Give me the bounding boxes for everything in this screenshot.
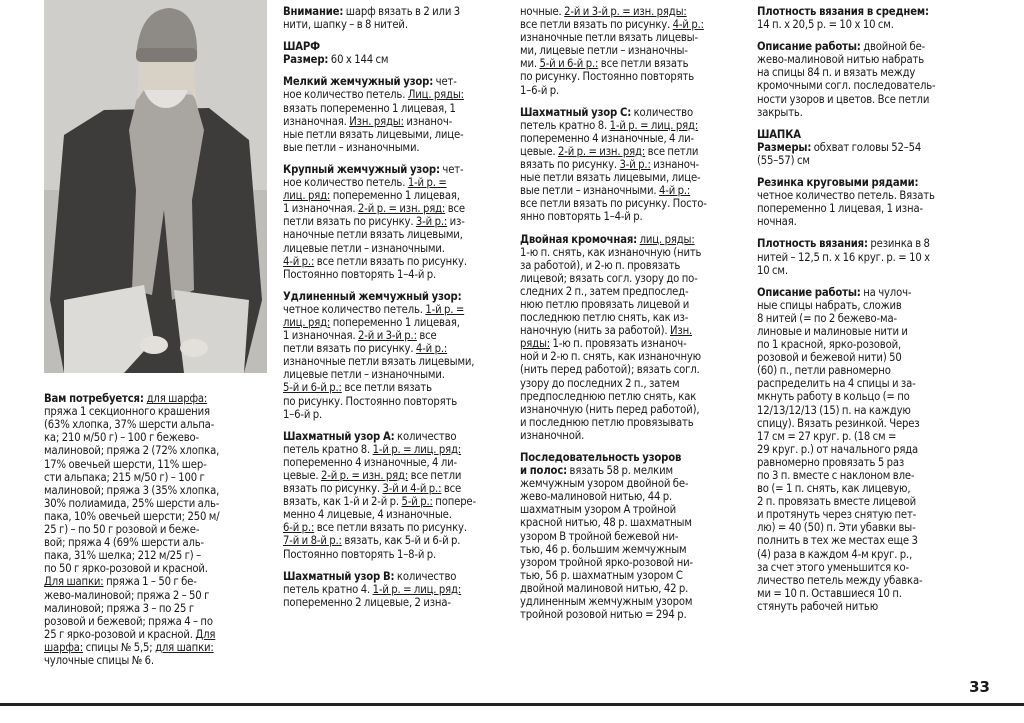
section-heading: Внимание: xyxy=(283,5,344,18)
row-label: 2-й р. = изн. ряд: xyxy=(358,202,446,216)
instruction-text: чулочные спицы № 6. xyxy=(44,653,154,667)
instruction-text: обхват головы 52–54 (55–57) см xyxy=(757,140,922,167)
row-label: Изн. ряды: xyxy=(349,114,404,128)
row-label: для шарфа: xyxy=(146,392,208,406)
instruction-text: изнаночные петли вязать лицевыми, лицевые петли – изнаночными. xyxy=(283,355,475,382)
section-heading: Последовательность узоров и полос: xyxy=(520,451,682,478)
section-heading: Плотность вязания в среднем: xyxy=(757,5,929,18)
row-label: 2-й р. = изн. ряд: xyxy=(320,469,409,482)
section-heading: ШАРФ Размер: xyxy=(283,40,329,67)
instruction-block xyxy=(757,237,981,276)
section-heading: Шахматный узор С: xyxy=(520,105,632,119)
scarf-patterns-column-2 xyxy=(520,5,742,630)
instruction-text: все вязать, как 1-й и 2-й р. xyxy=(283,482,462,509)
instruction-text: количество петель кратно 8. xyxy=(520,105,693,132)
instruction-text: изнаночные петли вязать лицевы- ми, лицевые петли – изнаночны- ми. xyxy=(520,31,698,71)
materials-column xyxy=(44,379,269,689)
instruction-block xyxy=(757,40,981,119)
instruction-text: все петли вязать по рисунку. xyxy=(316,521,467,535)
instruction-text: пряжа 1 – 50 г бе- жево-малиновой; пряжа 2 – 50 г малиновой; пряжа 3 – по 25 г розовой и бежевой; пряжа 4 – по 25 г ярко-розовой и красной. xyxy=(44,575,213,641)
instruction-block xyxy=(757,128,981,167)
instruction-block xyxy=(757,176,981,228)
instruction-text: 14 п. х 20,5 р. = 10 х 10 см. xyxy=(757,18,894,32)
row-label: 1-й р. = лиц. ряд: xyxy=(372,442,462,456)
instruction-text: вязать 58 р. мелким жемчужным узором двойной бе- жево-малиновой нитью, 44 р. шахматным узором А тройной красной нитью, 48 р. шахматным узором В тройной бежевой ни- тью, 46 р. большим жемчужным узором тройной ярко-розовой ни- тью, 56 р. шахматным узором С двойной малиновой нитью, 42 р. удлиненным жемчужным узором тройной розовой нитью = 294 р. xyxy=(520,464,694,622)
row-label: 5-й р.: xyxy=(401,495,433,509)
instruction-text: все петли вязать по рисунку. xyxy=(520,18,671,32)
instruction-text: на чулоч- ные спицы набрать, сложив 8 нитей (= по 2 бежево-ма- линовые и малиновые нити и по 1 красной, ярко-розовой, розовой и бежевой нити) 50 (60) п., петли равномерно распределить на 4 спицы и за- мкнуть работу в кольцо (= по 12/13/12/13 (15) п. на каждую спицу). Вязать резинкой. Через 17 см = 27 круг. р. (18 см = 29 круг. р.) от начального ряда равномерно провязать 5 раз по 3 п. вместе с наклоном вле- во (= 1 п. снять, как лицевую, 2 п. провязать вместе лицевой и протянуть через снятую пет- лю) = 40 (50) п. Эти убавки вы- полнить в тех же местах еще 3 (4) раза в каждом 4-м круг. р., за счет этого уменьшится ко- личество петель между убавка- ми = 10 п. Оставшиеся 10 п. стянуть рабочей нитью xyxy=(757,285,923,613)
page-number: 33 xyxy=(969,678,990,696)
hat-instructions-column xyxy=(757,5,981,613)
instruction-text: пряжа 1 секционного крашения (63% хлопка, 37% шерсти альпа- ка; 210 м/50 г) – 100 г бежево- малиновой; пряжа 2 (72% хлопка, 17% овечьей шерсти, 11% шер- сти альпака; 215 м/50 г) – 100 г малиновой; пряжа 3 (35% хлопка, 30% полиамида, 25% шерсти аль- пака, 10% овечьей шерсти; 250 м/ 25 г) – по 50 г розовой и беже- вой; пряжа 4 (69% шерсти аль- пака, 31% шелка; 212 м/25 г) – по 50 г ярко-розовой и красной. xyxy=(44,405,220,576)
instruction-text: чет- ное количество петель. xyxy=(283,162,464,190)
instruction-text: все петли вязать по рисунку. xyxy=(283,469,462,496)
row-label: Для шарфа: xyxy=(44,627,216,654)
instruction-text: спицы № 5,5; xyxy=(83,640,156,654)
row-label: 4-й р.: xyxy=(415,342,448,356)
instruction-text: чет- ное количество петель. xyxy=(283,75,457,102)
section-heading: Удлиненный жемчужный узор: xyxy=(283,289,462,303)
instruction-block xyxy=(283,40,502,66)
section-heading: Описание работы: xyxy=(757,285,861,299)
bottom-rule xyxy=(0,703,1024,706)
instruction-block xyxy=(520,451,742,621)
scarf-patterns-column xyxy=(283,5,502,618)
section-heading: ШАПКА Размеры: xyxy=(757,127,812,154)
section-heading: Резинка круговыми рядами: xyxy=(757,176,919,190)
section-heading: Плотность вязания: xyxy=(757,237,868,251)
instruction-text: попеременно 4 изнаночные, 4 ли- цевые. xyxy=(283,455,458,482)
section-heading: Крупный жемчужный узор: xyxy=(283,162,440,176)
instruction-text: двойной бе- жево-малиновой нитью набрать на спицы 84 п. и вязать между кромочными согл. последователь- ности узоров и цветов. Все петли закрыть. xyxy=(757,40,936,119)
instruction-block xyxy=(283,570,502,609)
row-label: 2-й р. = изн. ряд: xyxy=(557,144,646,158)
instruction-block xyxy=(283,290,502,421)
instruction-text: шарф вязать в 2 или 3 нити, шапку – в 8 нитей. xyxy=(283,5,461,32)
instruction-text: попеременно 1 лицевая, 1 изнаночная. xyxy=(283,315,460,343)
instruction-text: изнаноч- ные петли вязать лицевыми, лице- вые петли – изнаночными. xyxy=(520,158,701,198)
model-photo xyxy=(44,0,267,373)
instruction-block xyxy=(283,430,502,561)
row-label: 3-й р.: xyxy=(619,158,651,172)
section-heading: Шахматный узор В: xyxy=(283,569,395,583)
row-label: 4-й р.: xyxy=(672,18,704,32)
row-label: 1-й р. = лиц. ряд: xyxy=(283,302,465,329)
instruction-text: резинка в 8 нитей – 12,5 п. х 16 круг. р. = 10 х 10 см. xyxy=(757,237,930,277)
row-label: 2-й и 3-й р. = изн. ряды: xyxy=(564,5,687,18)
row-label: 1-й р. = лиц. ряд: xyxy=(609,118,699,132)
instruction-text: попеременно 4 изнаночные, 4 ли- цевые. xyxy=(520,131,695,158)
model-photo-image xyxy=(44,0,267,373)
row-label: Лиц. ряды: xyxy=(407,88,464,102)
row-label: 7-й и 8-й р.: xyxy=(283,534,342,548)
instruction-text: из- наночные петли вязать лицевыми, лицевые петли – изнаночными. xyxy=(283,215,465,255)
instruction-text: 60 х 144 см xyxy=(328,53,389,67)
instruction-block xyxy=(757,286,981,613)
row-label: 6-й р.: xyxy=(283,521,315,535)
row-label: 5-й и 6-й р.: xyxy=(283,381,342,395)
row-label: 2-й и 3-й р.: xyxy=(358,329,417,343)
row-label: 3-й и 4-й р.: xyxy=(382,482,442,496)
instruction-text: 1-ю п. снять, как изнаночную (нить за работой), и 2-ю п. провязать лицевой; вязать согл. узору до по- следних 2 п., затем предпослед- нюю петлю провязать лицевой и последнюю петлю снять, как из- наночную (нить за работой). xyxy=(520,245,702,338)
instruction-text: вязать попеременно 1 лицевая, 1 изнаночная. xyxy=(283,101,456,128)
row-label: 3-й р.: xyxy=(415,215,448,229)
row-label: 4-й р.: xyxy=(283,254,315,268)
instruction-text: все петли вязать по рисунку. Постоянно повторять 1–6-й р. xyxy=(520,57,694,97)
instruction-text: попеременно 2 лицевые, 2 изна- xyxy=(283,595,451,609)
instruction-text: ночные. xyxy=(520,5,565,18)
instruction-text: четное количество петель. xyxy=(283,302,423,316)
instruction-block xyxy=(757,5,981,31)
section-heading: Мелкий жемчужный узор: xyxy=(283,75,434,89)
instruction-text: вязать, как 5-й и 6-й р. Постоянно повторять 1–8-й р. xyxy=(283,534,461,561)
instruction-text: количество петель кратно 8. xyxy=(283,429,457,456)
row-label: для шапки: xyxy=(155,640,214,654)
section-heading: Описание работы: xyxy=(757,40,861,54)
instruction-text: все петли вязать по рисунку. xyxy=(283,202,465,229)
materials-block xyxy=(44,392,269,667)
row-label: 4-й р.: xyxy=(658,184,691,198)
row-label: 5-й и 6-й р.: xyxy=(539,57,599,71)
section-heading: Двойная кромочная: xyxy=(520,232,638,246)
instruction-block xyxy=(283,5,502,31)
instruction-text: все петли вязать по рисунку. Постоянно повторять 1–4-й р. xyxy=(283,254,467,281)
instruction-text: количество петель кратно 4. xyxy=(283,569,457,596)
instruction-text: все петли вязать по рисунку. Постоянно повторять 1–6-й р. xyxy=(283,381,457,421)
instruction-block xyxy=(520,5,742,97)
row-label: 1-й р. = лиц. ряд: xyxy=(372,582,462,596)
instruction-text: 1-ю п. провязать изнаноч- ной и 2-ю п. снять, как изнаночную (нить перед работой); вязать согл. узору до последних 2 п., затем предпоследнюю петлю снять, как изнаночную (нить перед работой), и последнюю петлю провязывать изнаночной. xyxy=(520,337,702,442)
instruction-text: четное количество петель. Вязать попеременно 1 лицевая, 1 изна- ночная. xyxy=(757,189,935,229)
row-label: Для шапки: xyxy=(44,575,104,589)
row-label: Изн. ряды: xyxy=(520,324,693,351)
instruction-text: все петли вязать по рисунку. xyxy=(520,144,699,172)
row-label: 1-й р. = лиц. ряд: xyxy=(283,176,447,203)
instruction-block xyxy=(283,75,502,154)
instruction-text: попеременно 1 лицевая, 1 изнаночная. xyxy=(283,189,460,216)
instruction-text: все петли вязать по рисунку. xyxy=(283,329,437,356)
section-heading: Вам потребуется: xyxy=(44,392,147,406)
instruction-text: попере- менно 4 лицевые, 4 изнаночные. xyxy=(283,495,476,522)
instruction-block xyxy=(283,163,502,281)
section-heading: Шахматный узор А: xyxy=(283,429,395,443)
instruction-text: изнаноч- ные петли вязать лицевыми, лице- вые петли – изнаночными. xyxy=(283,114,464,154)
row-label: лиц. ряды: xyxy=(639,232,695,246)
instruction-block xyxy=(520,233,742,443)
instruction-text: все петли вязать по рисунку. Посто- янно повторять 1–4-й р. xyxy=(520,197,707,224)
instruction-block xyxy=(520,106,742,224)
